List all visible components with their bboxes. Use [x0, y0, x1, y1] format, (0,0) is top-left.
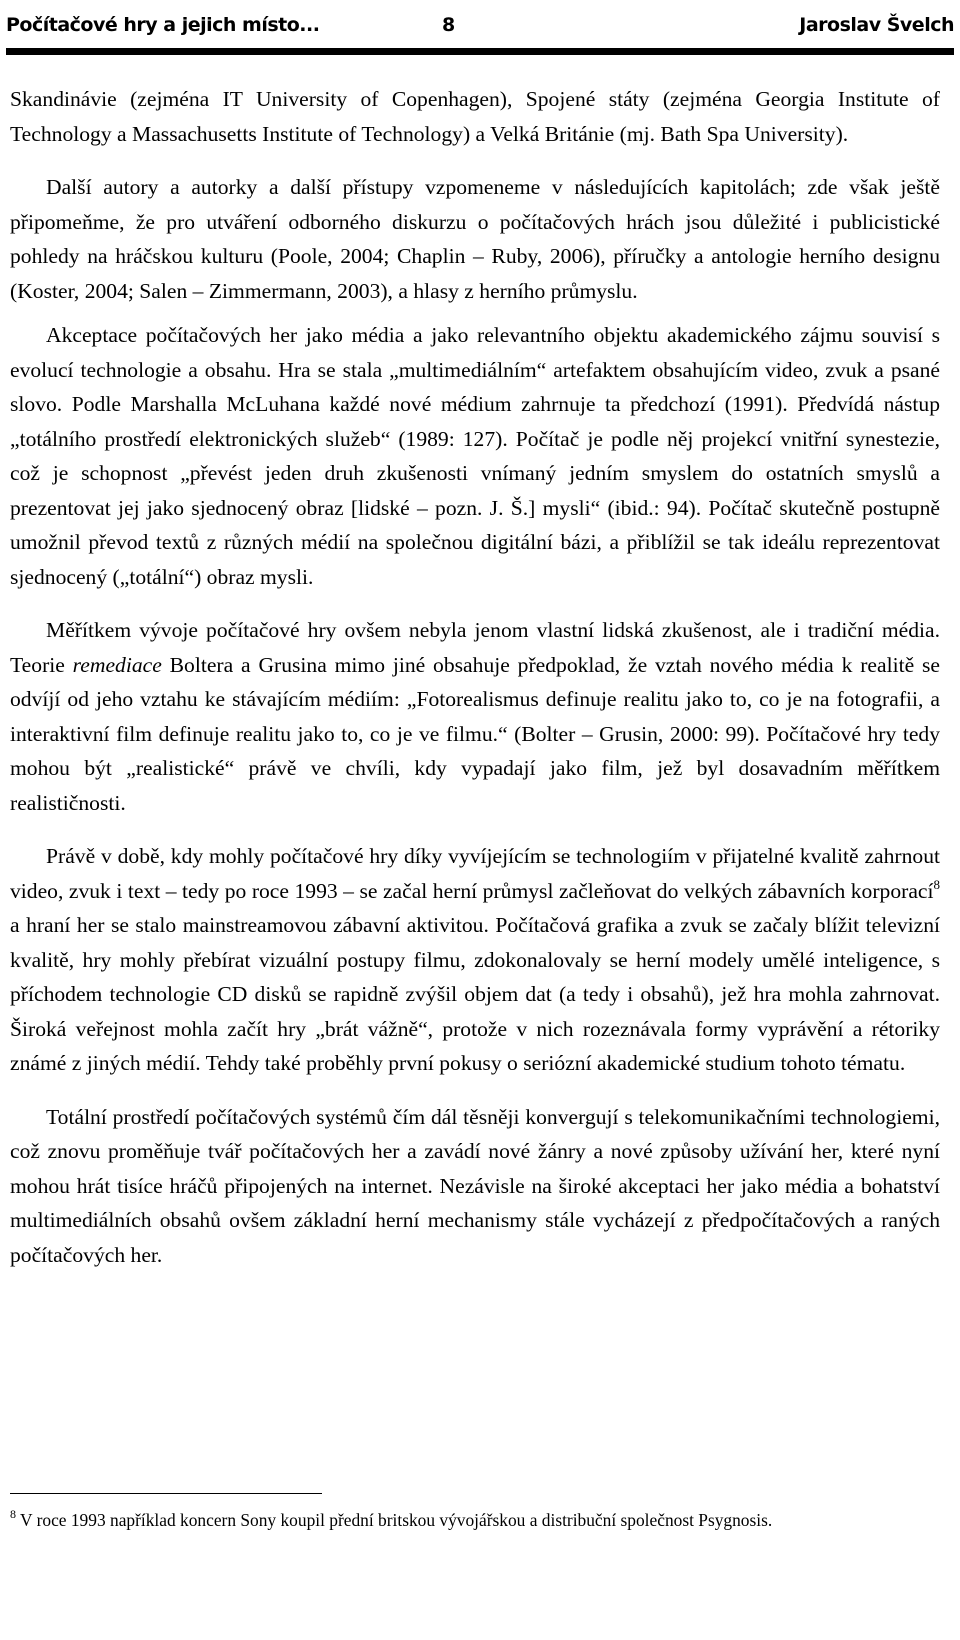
footnote-body — [10, 1506, 940, 1534]
footnote-number: 8 — [10, 1507, 16, 1521]
paragraph — [10, 613, 940, 820]
header-book-title: Počítačové hry a jejich místo... — [6, 14, 320, 36]
footnote-text: V roce 1993 například koncern Sony koupil přední britskou vývojářskou a distribuční společnost Psygnosis. — [20, 1510, 773, 1530]
italic-term: remediace — [72, 652, 162, 677]
text-run: a hraní her se stalo mainstreamovou zábavní aktivitou. Počítačová grafika a zvuk se začaly blížit televizní kvalitě, hry mohly přebírat vizuální postupy filmu, zdokonalovaly se herní modely umělé inteligence, s příchodem technologie CD disků se rapidně zvýšil objem dat (a tedy i obsahů), jež hra mohla zahrnovat. Široká veřejnost mohla začít hry „brát vážně“, protože v nich rozeznávala formy vyprávění a rétoriky známé z jiných médií. Tehdy také proběhly první pokusy o seriózní akademické studium tohoto tématu. — [10, 913, 940, 1075]
text-run: Boltera a Grusina mimo jiné obsahuje předpoklad, že vztah nového média k realitě se odvíjí od jeho vztahu ke stávajícím médiím: „Fotorealismus definuje realitu jako to, co je na fotografii, a interaktivní film definuje realitu jako to, co je ve filmu.“ (Bolter – Grusin, 2000: 99). Počítačové hry tedy mohou být „realistické“ právě ve chvíli, kdy vypadají jako film, jež byl dosavadním měřítkem realističnosti. — [10, 652, 940, 815]
header-author: Jaroslav Švelch — [799, 14, 954, 36]
body-text — [10, 82, 940, 1272]
text-run: Právě v době, kdy mohly počítačové hry díky vyvíjejícím se technologiím v přijatelné kvalitě zahrnout video, zvuk i text – tedy po roce 1993 – se začal herní průmysl začleňovat do velkých zábavních korporací — [10, 844, 940, 903]
text-run: Akceptace počítačových her jako média a jako relevantního objektu akademického zájmu souvisí s evolucí technologie a obsahu. Hra se stala „multimediálním“ artefaktem obsahujícím video, zvuk a psané slovo. Podle Marshalla McLuhana každé nové médium zahrnuje ta předchozí (1991). Předvídá nástup „totálního prostředí elektronických služeb“ (1989: 127). Počítač je podle něj projekcí vnitřní synestezie, což je schopnost „převést jeden druh zkušenosti vnímaný jedním smyslem do ostatních smyslů a prezentovat jej jako sjednocený obraz [lidské – pozn. J. Š.] mysli“ (ibid.: 94). Počítač skutečně postupně umožnil převod textů z různých médií na společnou digitální bázi, a přiblížil se tak ideálu reprezentovat sjednocený („totální“) obraz mysli. — [10, 323, 940, 589]
text-run: Totální prostředí počítačových systémů čím dál těsněji konvergují s telekomunikačními technologiemi, což znovu proměňuje tvář počítačových her a zavádí nové žánry a nové způsoby užívání her, které nyní mohou hrát tisíce hráčů připojených na internet. Nezávisle na široké akceptaci her jako média a bohatství multimediálních obsahů ovšem základní herní mechanismy stále vycházejí z předpočítačových a raných počítačových her. — [10, 1104, 940, 1267]
header-rule — [6, 48, 954, 55]
paragraph — [10, 1100, 940, 1273]
text-run: Skandinávie (zejména IT University of Copenhagen), Spojené státy (zejména Georgia Institute of Technology a Massachusetts Institute of Technology) a Velká Británie (mj. Bath Spa University). — [10, 87, 940, 146]
text-run: Měřítkem vývoje počítačové hry ovšem nebyla jenom vlastní lidská zkušenost, ale i tradiční média. Teorie — [10, 618, 940, 677]
text-run: Další autory a autorky a další přístupy vzpomeneme v následujících kapitolách; zde však ještě připomeňme, že pro utváření odborného diskurzu o počítačových hrách jsou důležité i publicistické pohledy na hráčskou kulturu (Poole, 2004; Chaplin – Ruby, 2006), příručky a antologie herního designu (Koster, 2004; Salen – Zimmermann, 2003), a hlasy z herního průmyslu. — [10, 175, 940, 303]
paragraph — [10, 839, 940, 1081]
header-page-number: 8 — [442, 14, 455, 36]
paragraph — [10, 170, 940, 308]
paragraph — [10, 82, 940, 151]
footnote — [10, 1506, 940, 1534]
paragraph — [10, 318, 940, 594]
footnote-rule — [10, 1493, 322, 1494]
footnote-reference: 8 — [933, 876, 940, 892]
